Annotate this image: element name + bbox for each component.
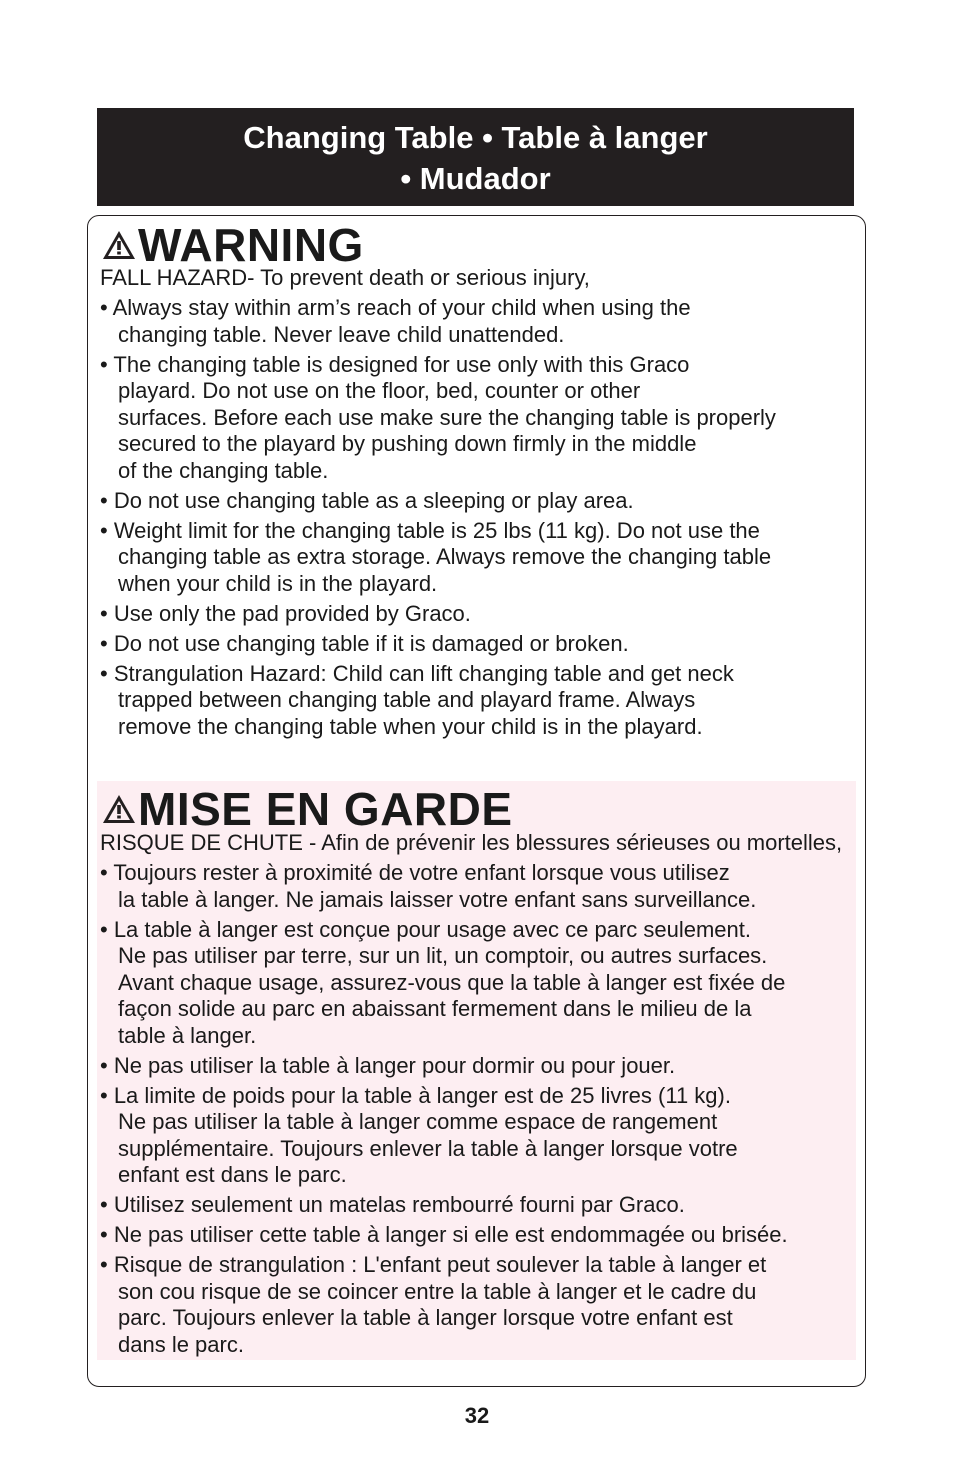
bullet-line: • The changing table is designed for use only with this Graco [100,351,690,377]
bullet-line: surfaces. Before each use make sure the changing table is properly [118,404,776,430]
warning-title-en [102,218,364,272]
bullet-item [100,1222,860,1249]
bullet-line: • Weight limit for the changing table is 25 lbs (11 kg). Do not use the [100,517,760,543]
bullet-list-fr [100,860,860,1362]
bullet-line: trapped between changing table and playard frame. Always [118,687,696,712]
bullet-line: • Strangulation Hazard: Child can lift changing table and get neck [100,660,734,686]
bullet-line: • Do not use changing table if it is damaged or broken. [100,630,629,656]
bullet-item [100,1252,860,1358]
bullet-line: playard. Do not use on the floor, bed, counter or other [118,378,641,403]
bullet-line: parc. Toujours enlever la table à langer lorsque votre enfant est [118,1305,733,1330]
bullet-line: façon solide au parc en abaissant fermement dans le milieu de la [118,996,752,1021]
bullet-line: • Always stay within arm’s reach of your child when using the [100,295,691,320]
bullet-line: • Risque de strangulation : L'enfant peut soulever la table à langer et [100,1252,767,1277]
bullet-item [100,631,860,658]
bullet-line: • Utilisez seulement un matelas rembourré fourni par Graco. [100,1192,685,1217]
bullet-item [100,488,860,515]
bullet-line: enfant est dans le parc. [118,1162,347,1187]
warning-title-text-fr: MISE EN GARDE [138,783,513,835]
bullet-line: son cou risque de se coincer entre la table à langer et le cadre du [118,1278,757,1304]
bullet-line: changing table. Never leave child unattended. [118,321,565,347]
warning-title-fr [102,782,513,836]
warning-title-text-en: WARNING [138,219,364,271]
bullet-line: secured to the playard by pushing down firmly in the middle [118,431,697,456]
bullet-line: when your child is in the playard. [118,570,438,596]
page-number: 32 [464,1403,490,1428]
bullet-item [100,1083,860,1189]
bullet-line: Ne pas utiliser la table à langer comme espace de rangement [118,1109,718,1134]
bullet-line: • Ne pas utiliser cette table à langer si elle est endommagée ou brisée. [100,1222,788,1247]
header-line-2: • Mudador [400,161,551,196]
bullet-item [100,661,860,741]
bullet-item [100,295,860,348]
bullet-item [100,860,860,913]
bullet-item [100,1053,860,1080]
bullet-line: Ne pas utiliser par terre, sur un lit, un comptoir, ou autres surfaces. [118,943,768,968]
bullet-line: • La table à langer est conçue pour usage avec ce parc seulement. [100,916,751,942]
warning-triangle-icon [102,230,136,260]
bullet-line: of the changing table. [118,457,329,483]
bullet-item [100,518,860,598]
bullet-line: Avant chaque usage, assurez-vous que la table à langer est fixée de [118,969,786,995]
bullet-line: • Do not use changing table as a sleeping or play area. [100,487,634,513]
bullet-line: • La limite de poids pour la table à langer est de 25 livres (11 kg). [100,1082,731,1108]
bullet-line: la table à langer. Ne jamais laisser votre enfant sans surveillance. [118,886,757,912]
warning-triangle-icon [102,794,136,824]
bullet-line: remove the changing table when your child is in the playard. [118,713,703,739]
bullet-line: changing table as extra storage. Always remove the changing table [118,544,772,569]
section-header [97,108,854,206]
bullet-list-en [100,295,860,744]
bullet-line: • Ne pas utiliser la table à langer pour dormir ou pour jouer. [100,1052,676,1078]
bullet-item [100,601,860,628]
intro-fr: RISQUE DE CHUTE - Afin de prévenir les blessures sérieuses ou mortelles, [100,830,843,855]
bullet-line: supplémentaire. Toujours enlever la table à langer lorsque votre [118,1135,738,1161]
bullet-line: • Use only the pad provided by Graco. [100,600,471,626]
header-line-1: Changing Table • Table à langer [243,120,708,155]
bullet-item [100,917,860,1050]
intro-en: FALL HAZARD- To prevent death or serious injury, [100,265,590,290]
bullet-item [100,352,860,485]
bullet-line: table à langer. [118,1022,257,1048]
bullet-line: dans le parc. [118,1331,244,1357]
bullet-line: • Toujours rester à proximité de votre enfant lorsque vous utilisez [100,860,730,885]
bullet-item [100,1192,860,1219]
